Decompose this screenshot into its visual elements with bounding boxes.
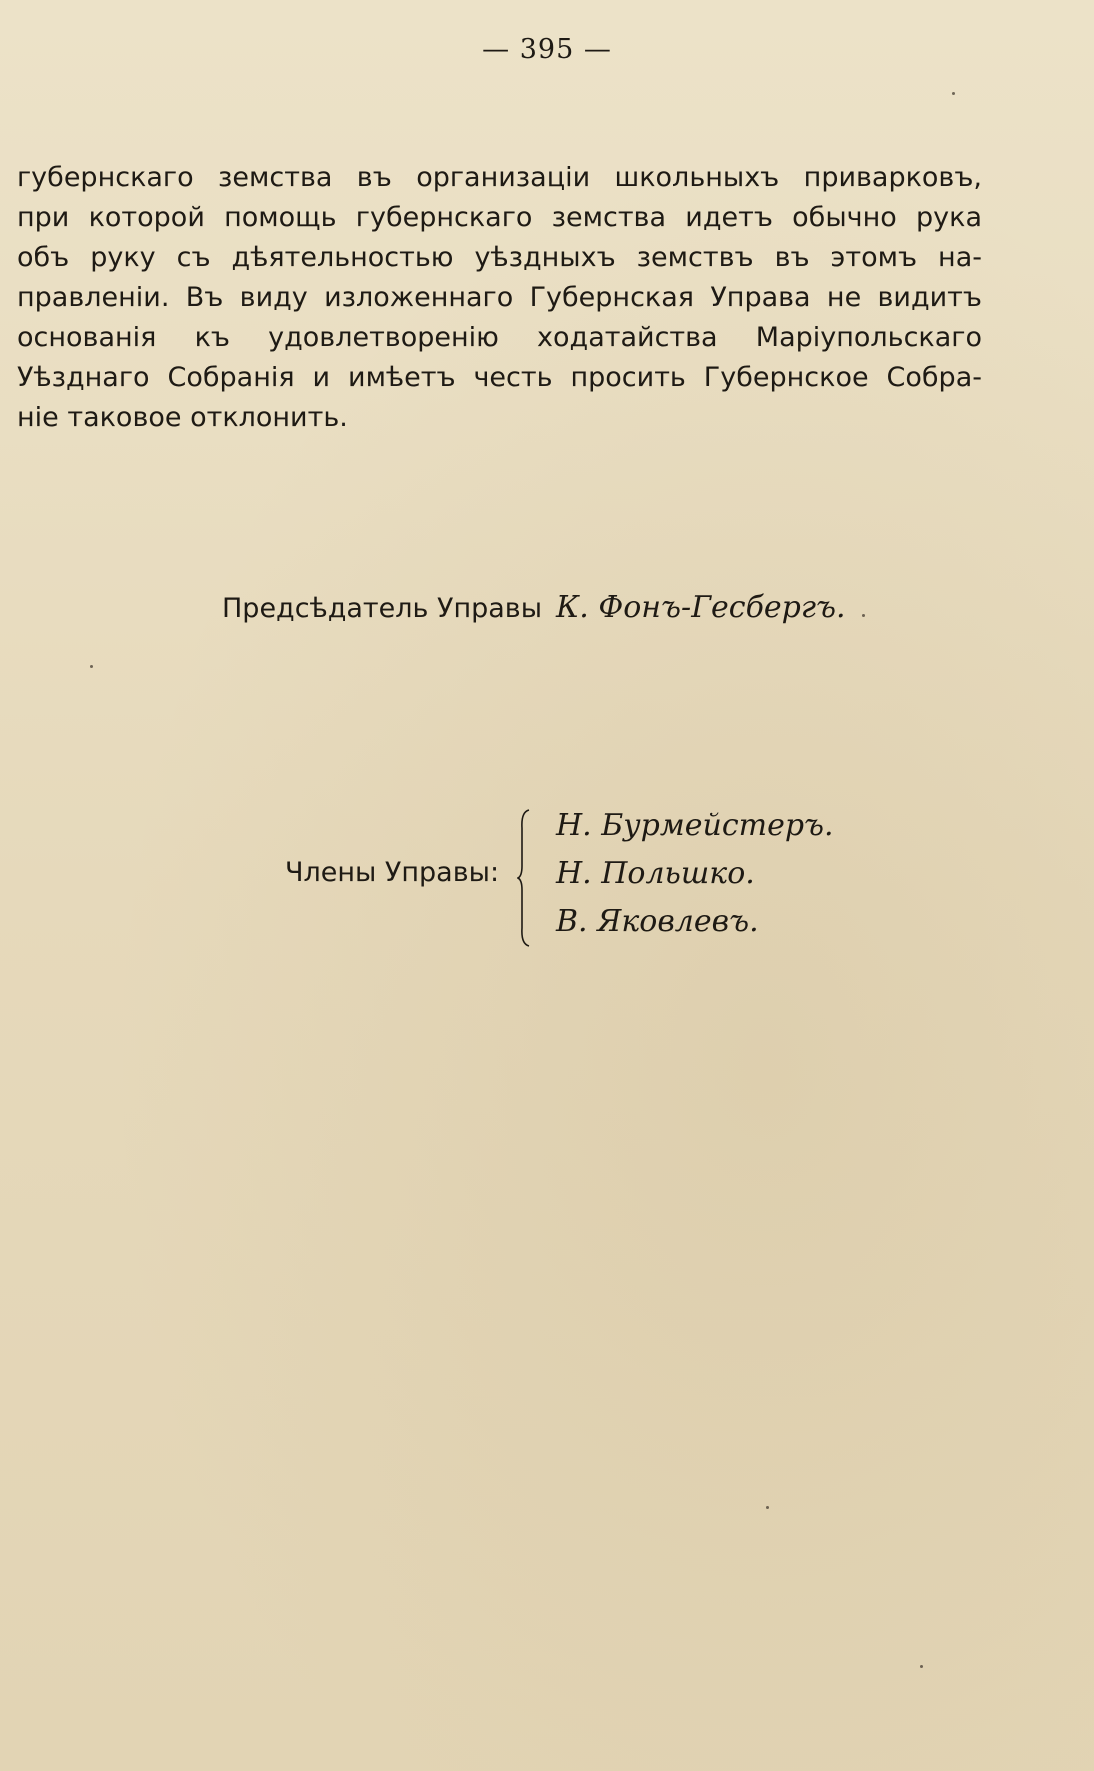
ink-speck	[766, 1506, 769, 1509]
member-name: Н. Бурмейстеръ.	[556, 808, 834, 843]
chairman-label: Предсѣдатель Управы	[222, 593, 543, 624]
chairman-signature-line	[222, 590, 846, 625]
curly-brace-icon	[517, 808, 531, 948]
bleed-through-decoration	[0, 470, 1094, 1770]
ink-speck	[90, 665, 93, 668]
ink-speck	[920, 1665, 923, 1668]
member-name: Н. Польшко.	[556, 856, 755, 891]
body-line: ніе таковое отклонить.	[17, 402, 348, 433]
body-line: Уѣзднаго Собранія и имѣетъ честь просить Губернское Собра-	[17, 362, 982, 393]
body-paragraph	[17, 158, 982, 438]
ink-speck	[952, 92, 955, 95]
body-line: объ руку съ дѣятельностью уѣздныхъ земствъ въ этомъ на-	[17, 242, 982, 273]
body-line: правленіи. Въ виду изложеннаго Губернская Управа не видитъ	[17, 282, 982, 313]
members-list	[556, 802, 834, 946]
members-label: Члены Управы:	[285, 857, 500, 888]
member-name: В. Яковлевъ.	[556, 904, 759, 939]
page-number: — 395 —	[482, 34, 612, 65]
chairman-name: К. Фонъ-Гесбергъ.	[556, 590, 846, 625]
body-line: основанія къ удовлетворенію ходатайства Маріупольскаго	[17, 322, 982, 353]
body-line: губернскаго земства въ организаціи школьныхъ приварковъ,	[17, 162, 982, 193]
ink-speck	[862, 614, 865, 617]
body-line: при которой помощь губернскаго земства идетъ обычно рука	[17, 202, 982, 233]
